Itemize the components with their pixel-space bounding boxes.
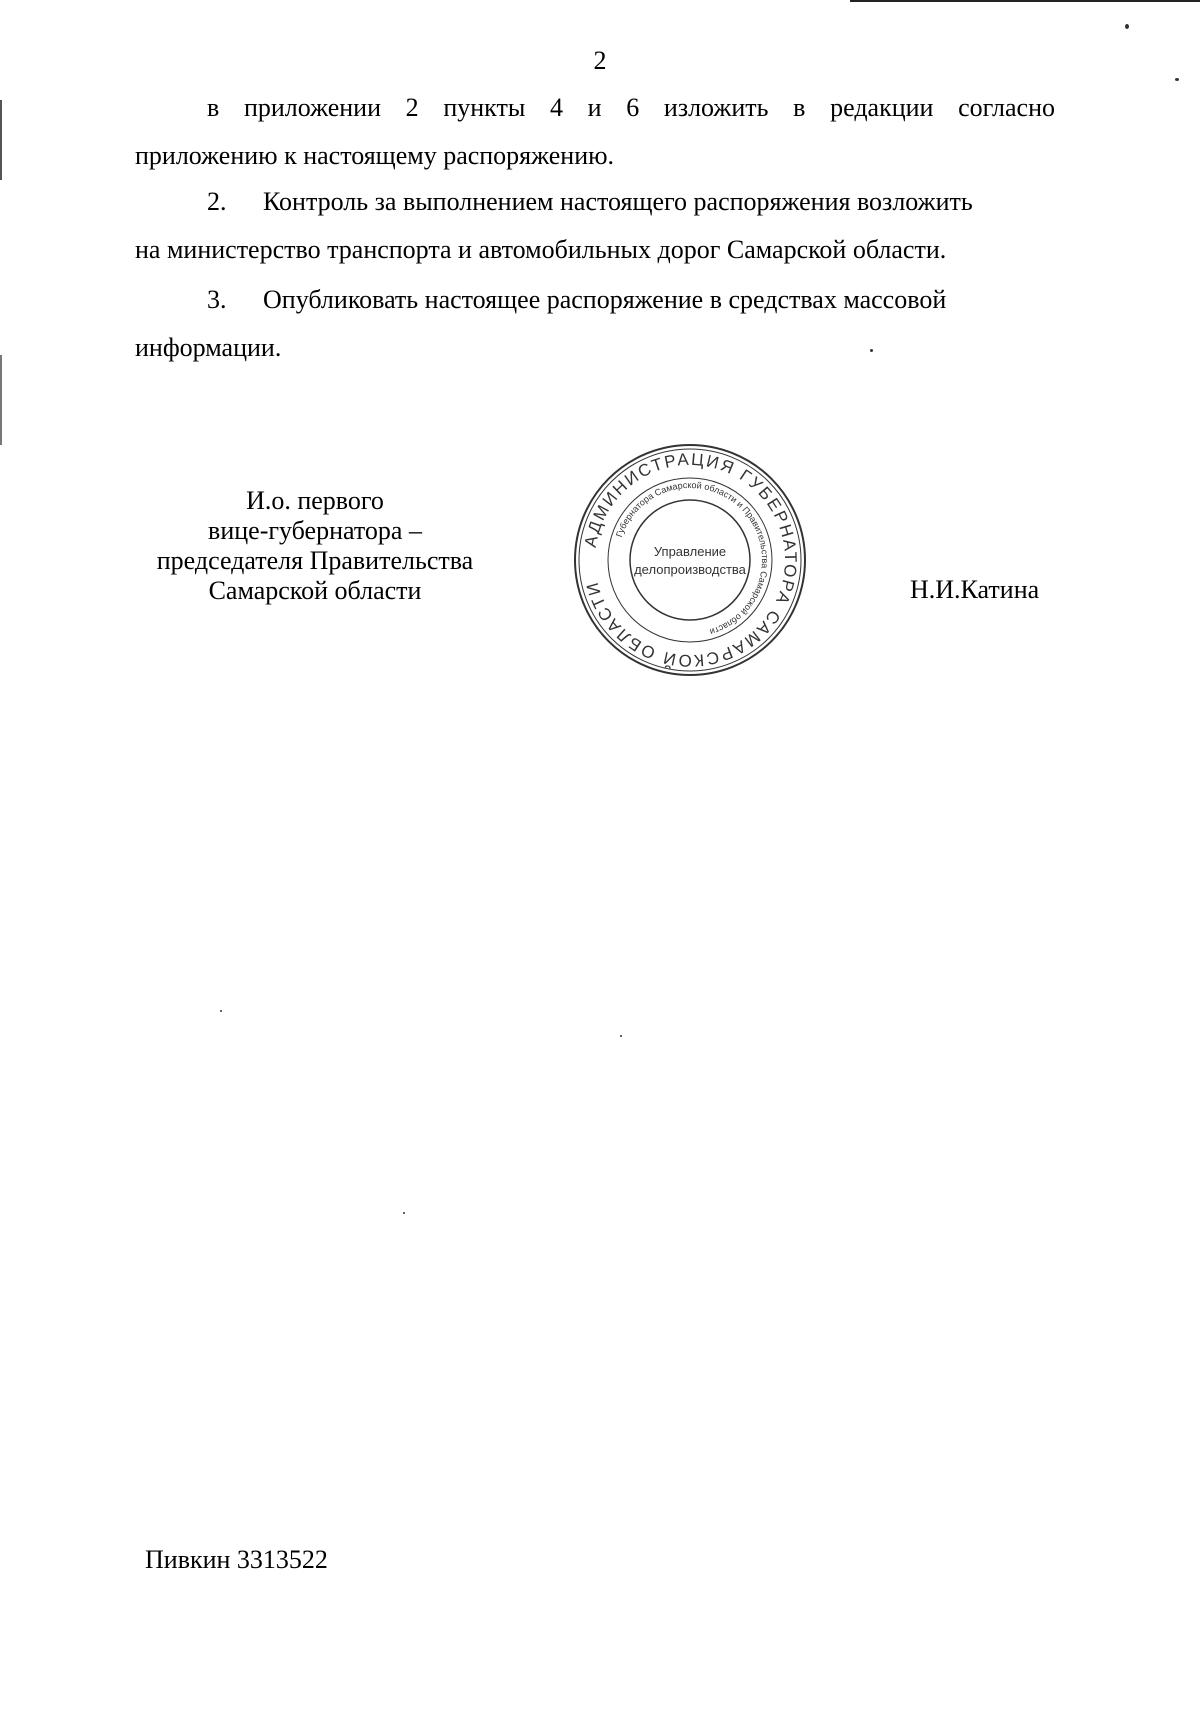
stamp-outer-ring <box>575 445 805 675</box>
paragraph-2-text: Контроль за выполнением настоящего распоряжения возложить <box>263 187 973 216</box>
paragraph-3 <box>135 276 1055 372</box>
paragraph-3-line-1 <box>135 276 1055 324</box>
paragraph-2 <box>135 178 1055 274</box>
paragraph-1-line-2: приложению к настоящему распоряжению. <box>135 141 615 170</box>
scan-edge-line <box>850 0 1200 2</box>
official-stamp <box>570 440 810 680</box>
paragraph-1-line-1: в приложении 2 пункты 4 и 6 изложить в редакции согласно <box>207 93 1055 122</box>
paragraph-2-line-2: на министерство транспорта и автомобильных дорог Самарской области. <box>135 235 947 264</box>
stamp-outer-text: АДМИНИСТРАЦИЯ ГУБЕРНАТОРА САМАРСКОЙ ОБЛАСТИ <box>580 449 801 671</box>
paragraph-3-number: 3. <box>207 285 227 314</box>
scan-speck <box>620 1035 622 1037</box>
paragraph-2-line-1 <box>135 178 1055 226</box>
paragraph-1 <box>135 84 1055 180</box>
paragraph-2-number: 2. <box>207 187 227 216</box>
executor-contact: Пивкин 3313522 <box>145 1545 328 1574</box>
scan-speck <box>1125 24 1129 29</box>
page-number: 2 <box>593 46 607 75</box>
scan-edge-mark <box>0 355 2 445</box>
scan-speck <box>870 349 873 352</box>
signer-title-line-1: И.о. первого <box>246 486 384 515</box>
paragraph-3-line-2: информации. <box>135 333 282 362</box>
scan-speck <box>1175 78 1179 81</box>
signer-title-line-4: Самарской области <box>208 576 422 605</box>
signer-title-line-2: вице-губернатора – <box>208 516 422 545</box>
signer-name: Н.И.Катина <box>910 575 1040 604</box>
stamp-middle-text: Губернатора Самарской области и Правительства Самарской области <box>613 479 771 638</box>
stamp-middle-ring <box>608 478 772 642</box>
scan-edge-mark <box>0 100 2 180</box>
stamp-inner-ring <box>630 500 750 620</box>
signer-title-line-3: председателя Правительства <box>156 546 474 575</box>
scan-speck <box>220 1010 222 1012</box>
signer-title <box>135 486 495 606</box>
scan-speck <box>403 1212 405 1214</box>
stamp-inner-line-1: Управление <box>653 544 727 559</box>
stamp-inner-line-2: делопроизводства <box>634 562 746 577</box>
paragraph-3-text: Опубликовать настоящее распоряжение в средствах массовой <box>263 285 947 314</box>
